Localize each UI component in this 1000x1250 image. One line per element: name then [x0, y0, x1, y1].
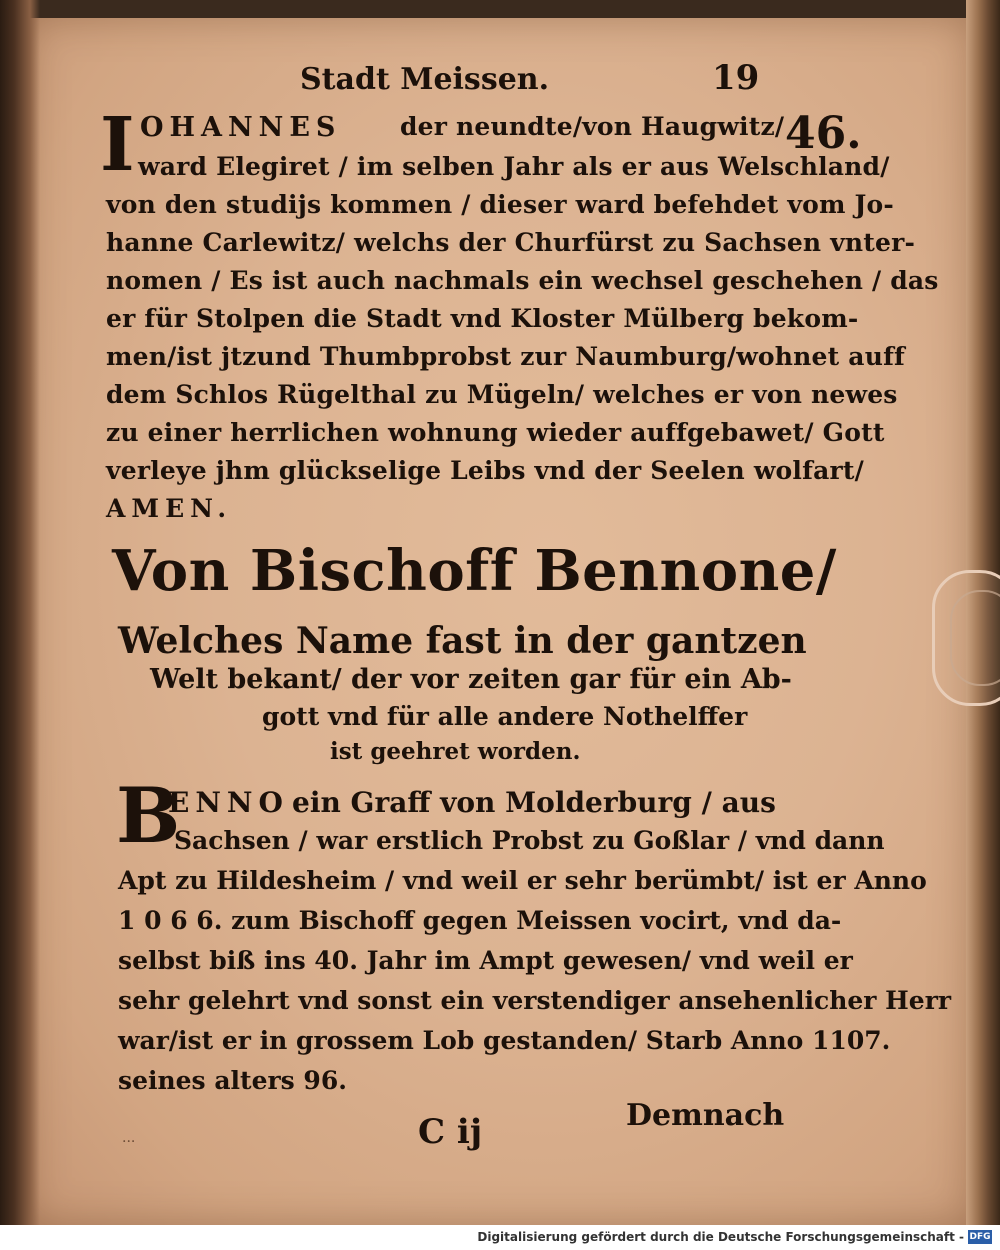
footer-credit: Digitalisierung gefördert durch die Deutsche Forschungsgemeinschaft -	[477, 1230, 964, 1244]
text-line-b3: Apt zu Hildesheim / vnd weil er sehr berümbt/ ist er Anno	[118, 866, 927, 895]
text-line-b4: 1 0 6 6. zum Bischoff gegen Meissen vocirt, vnd da-	[118, 906, 842, 935]
text-line-8: dem Schlos Rügelthal zu Mügeln/ welches er von newes	[106, 380, 898, 409]
first-word-benno: ENNO	[168, 786, 289, 819]
text-line-7: men/ist jtzund Thumbprobst zur Naumburg/wohnet auff	[106, 342, 905, 371]
text-line-b7: war/ist er in grossem Lob gestanden/ Starb Anno 1107.	[118, 1026, 891, 1055]
heading-line-5: ist geehret worden.	[330, 738, 581, 765]
text-line-4: hanne Carlewitz/ welchs der Churfürst zu Sachsen vnter-	[106, 228, 916, 257]
text-line-6: er für Stolpen die Stadt vnd Kloster Mülberg bekom-	[106, 304, 859, 333]
dfg-logo-icon: DFG	[969, 1232, 991, 1242]
initial-capital-b: B	[116, 771, 181, 860]
bookmark-tab-inner	[950, 590, 1000, 686]
book-spine-shadow	[0, 0, 40, 1225]
text-line-5: nomen / Es ist auch nachmals ein wechsel geschehen / das	[106, 266, 939, 295]
heading-title: Von Bischoff Bennone/	[112, 538, 837, 604]
text-line-1: der neundte/von Haugwitz/	[400, 112, 785, 141]
text-line-2: ward Elegiret / im selben Jahr als er aus Welschland/	[138, 152, 890, 181]
text-line-b8: seines alters 96.	[118, 1066, 347, 1095]
catchword: Demnach	[626, 1098, 785, 1133]
text-line-b5: selbst biß ins 40. Jahr im Ampt gewesen/ vnd weil er	[118, 946, 853, 975]
text-line-b2: Sachsen / war erstlich Probst zu Goßlar / vnd dann	[174, 826, 885, 855]
stray-mark: ...	[122, 1130, 136, 1146]
signature-mark: C ij	[418, 1112, 483, 1152]
heading-line-2: Welches Name fast in der gantzen	[118, 620, 807, 662]
heading-line-4: gott vnd für alle andere Nothelffer	[262, 702, 748, 731]
text-line-3: von den studijs kommen / dieser ward befehdet vom Jo-	[106, 190, 894, 219]
margin-number: 46.	[785, 108, 862, 159]
digitization-footer	[0, 1225, 1000, 1250]
first-word-johannes: OHANNES	[140, 112, 342, 143]
running-head: Stadt Meissen.	[300, 62, 550, 97]
heading-line-3: Welt bekant/ der vor zeiten gar für ein Ab-	[150, 664, 792, 695]
text-line-b6: sehr gelehrt vnd sonst ein verstendiger ansehenlicher Herr	[118, 986, 952, 1015]
text-line-9: zu einer herrlichen wohnung wieder auffgebawet/ Gott	[106, 418, 885, 447]
text-line-amen: AMEN.	[106, 494, 233, 523]
initial-capital-i: I	[100, 102, 135, 188]
page-number: 19	[712, 58, 760, 98]
text-line-b1: ein Graff von Molderburg / aus	[292, 786, 776, 819]
text-line-10: verleye jhm glückselige Leibs vnd der Seelen wolfart/	[106, 456, 864, 485]
